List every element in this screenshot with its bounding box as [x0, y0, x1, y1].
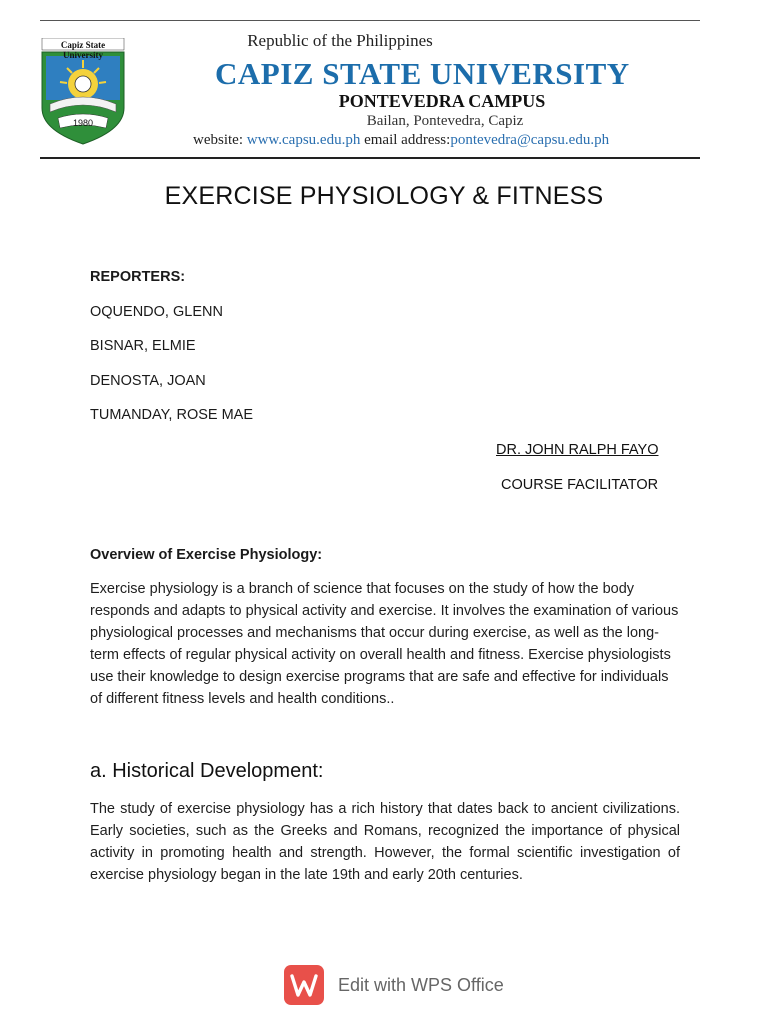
overview-heading: Overview of Exercise Physiology: — [90, 547, 323, 563]
facilitator-name: DR. JOHN RALPH FAYO — [496, 442, 659, 458]
historical-development-paragraph: The study of exercise physiology has a rich history that dates back to ancient civilizations. Early societies, such as the Greeks and Romans, recognized the importance of physical activity in promoting health and strength. However, the formal scientific investigation of exercise physiology began in the late 19th and early 20th centuries. — [90, 801, 680, 883]
website-link[interactable]: www.capsu.edu.ph — [246, 132, 361, 148]
header-campus: PONTEVEDRA CAMPUS — [338, 91, 546, 111]
reporter-2: BISNAR, ELMIE — [90, 338, 196, 354]
reporters-heading: REPORTERS: — [90, 269, 186, 285]
reporter-3: DENOSTA, JOAN — [90, 373, 206, 389]
edit-with-wps-link[interactable]: Edit with WPS Office — [338, 975, 504, 995]
wps-office-icon[interactable] — [284, 965, 324, 1005]
header-address: Bailan, Pontevedra, Capiz — [366, 113, 524, 129]
header-contact-line — [193, 132, 609, 149]
reporter-1: OQUENDO, GLENN — [90, 304, 223, 320]
header-university-name: CAPIZ STATE UNIVERSITY — [215, 56, 630, 91]
header-top-rule — [40, 20, 700, 21]
overview-paragraph: Exercise physiology is a branch of science that focuses on the study of how the body responds and adapts to physical activity and exercise. It involves the examination of various physiological processes and mechanisms that occur during exercise, as well as the long-term effects of regular physical activity on overall health and fitness. Exercise physiologists use their knowledge to design exercise programs that are safe and effective for individuals of different fitness levels and health conditions.. — [90, 581, 679, 707]
reporter-4: TUMANDAY, ROSE MAE — [90, 407, 254, 423]
email-link[interactable]: pontevedra@capsu.edu.ph — [450, 132, 610, 148]
header-republic: Republic of the Philippines — [247, 31, 433, 50]
website-label: website: — [193, 132, 243, 148]
facilitator-role: COURSE FACILITATOR — [501, 477, 659, 493]
header-bottom-rule — [40, 157, 700, 159]
wps-w-glyph-icon — [284, 965, 324, 1005]
document-title: EXERCISE PHYSIOLOGY & FITNESS — [164, 182, 604, 210]
logo-year: 1980 — [72, 118, 94, 128]
email-label: email address: — [364, 132, 451, 148]
historical-development-heading: a. Historical Development: — [90, 760, 324, 782]
logo-caption: Capiz State University — [60, 40, 106, 60]
